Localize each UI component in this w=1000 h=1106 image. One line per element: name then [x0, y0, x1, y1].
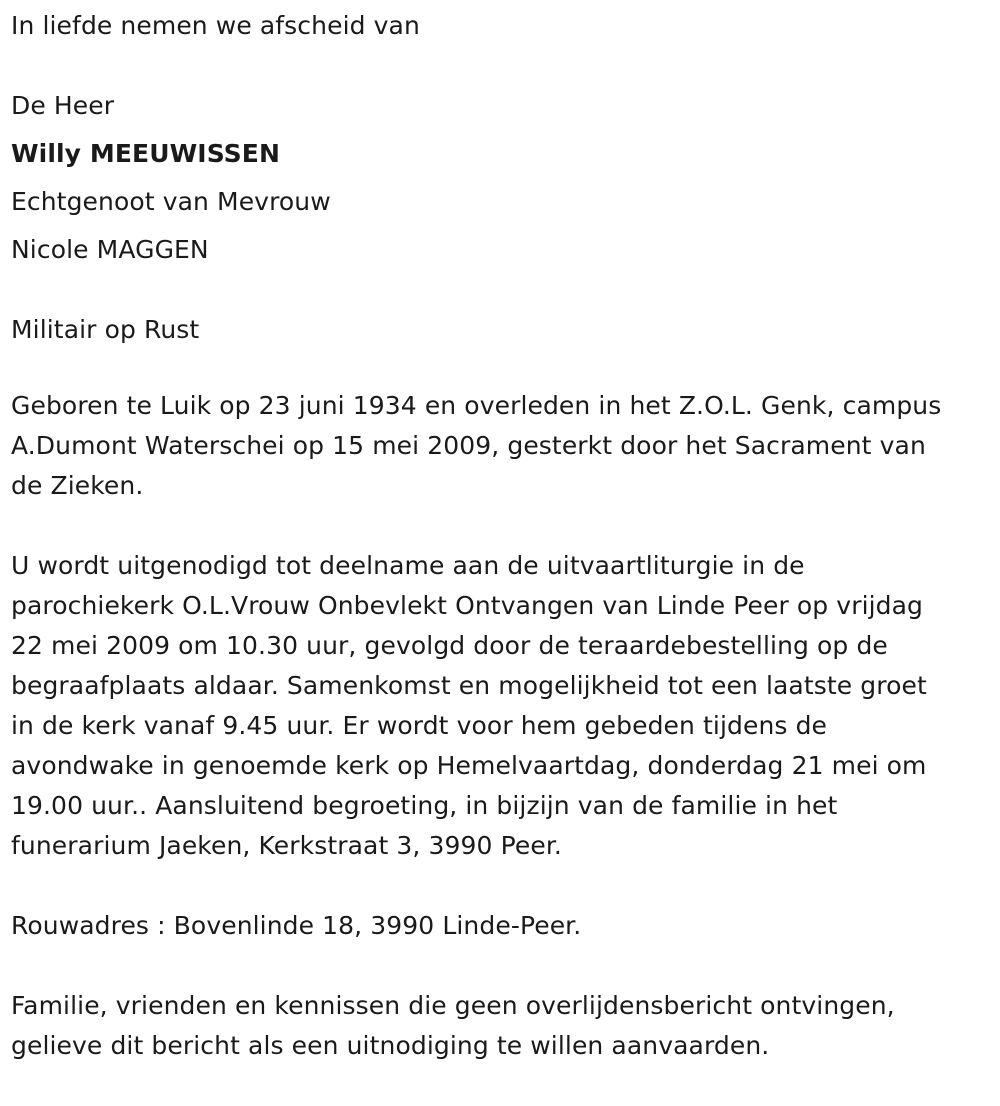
deceased-name: Willy MEEUWISSEN — [11, 139, 280, 168]
invitation-paragraph — [11, 546, 991, 866]
paragraph-line: 19.00 uur.. Aansluitend begroeting, in bijzijn van de familie in het — [11, 791, 838, 820]
paragraph-line: Geboren te Luik op 23 juni 1934 en overleden in het Z.O.L. Genk, campus — [11, 391, 942, 420]
occupation: Militair op Rust — [11, 315, 200, 344]
honorific: De Heer — [11, 91, 115, 120]
paragraph-line: parochiekerk O.L.Vrouw Onbevlekt Ontvangen van Linde Peer op vrijdag — [11, 591, 924, 620]
spouse-name: Nicole MAGGEN — [11, 235, 209, 264]
paragraph-line: begraafplaats aldaar. Samenkomst en mogelijkheid tot een laatste groet — [11, 671, 927, 700]
paragraph-line: A.Dumont Waterschei op 15 mei 2009, gesterkt door het Sacrament van — [11, 431, 926, 460]
paragraph-line: 22 mei 2009 om 10.30 uur, gevolgd door de teraardebestelling op de — [11, 631, 888, 660]
paragraph-line: avondwake in genoemde kerk op Hemelvaartdag, donderdag 21 mei om — [11, 751, 927, 780]
paragraph-line: de Zieken. — [11, 471, 144, 500]
mourning-address-paragraph — [11, 906, 991, 946]
intro-line: In liefde nemen we afscheid van — [11, 11, 420, 40]
paragraph-line: U wordt uitgenodigd tot deelname aan de uitvaartliturgie in de — [11, 551, 805, 580]
paragraph-line: Familie, vrienden en kennissen die geen overlijdensbericht ontvingen, — [11, 991, 895, 1020]
birth-death-paragraph — [11, 386, 991, 506]
spouse-line: Echtgenoot van Mevrouw — [11, 187, 331, 216]
death-notice — [11, 0, 991, 1106]
paragraph-line: funerarium Jaeken, Kerkstraat 3, 3990 Peer. — [11, 831, 562, 860]
mourning-address: Rouwadres : Bovenlinde 18, 3990 Linde-Peer. — [11, 911, 582, 940]
paragraph-line: in de kerk vanaf 9.45 uur. Er wordt voor hem gebeden tijdens de — [11, 711, 828, 740]
closing-paragraph — [11, 986, 991, 1066]
paragraph-line: gelieve dit bericht als een uitnodiging te willen aanvaarden. — [11, 1031, 770, 1060]
